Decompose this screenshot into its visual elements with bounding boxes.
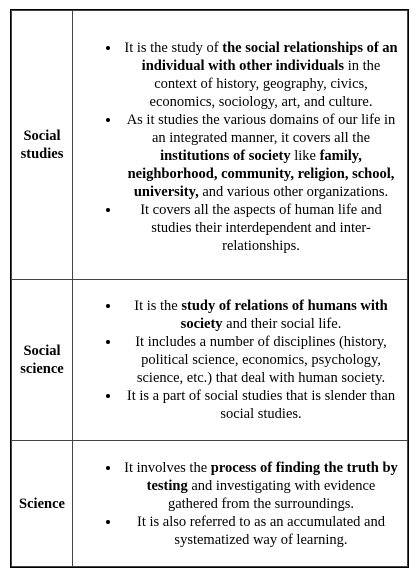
- table-row-social-studies: [12, 11, 408, 280]
- bullet-item: • It is the study of relations of humans with society and their social life.: [121, 297, 401, 333]
- term-cell: [12, 441, 73, 567]
- bullet-item: • It involves the process of finding the truth by testing and investigating with evidence gathered from the surroundings.: [121, 459, 401, 513]
- description-cell: [73, 441, 408, 567]
- term-label: Social science: [20, 343, 64, 377]
- bullet-item: • As it studies the various domains of our life in an integrated manner, it covers all the institutions of society like family, neighborhood, community, religion, school, university, and various other organizations.: [121, 111, 401, 201]
- table-row-science: [12, 441, 408, 567]
- table-row-social-science: [12, 280, 408, 441]
- bullet-item: • It includes a number of disciplines (history, political science, economics, psychology, science, etc.) that deal with human society.: [121, 333, 401, 387]
- bullet-item: • It is also referred to as an accumulated and systematized way of learning.: [121, 513, 401, 549]
- term-label: Social studies: [20, 128, 64, 162]
- bullet-item: • It covers all the aspects of human life and studies their interdependent and inter-relationships.: [121, 201, 401, 255]
- term-label: Science: [19, 495, 65, 512]
- description-cell: [73, 280, 408, 441]
- bullet-list: [73, 36, 407, 255]
- bullet-list: [73, 459, 407, 549]
- bullet-item: • It is a part of social studies that is slender than social studies.: [121, 387, 401, 423]
- bullet-item: • It is the study of the social relationships of an individual with other individuals in the context of history, geography, civics, economics, sociology, art, and culture.: [121, 39, 401, 111]
- description-cell: [73, 11, 408, 280]
- comparison-table: [11, 10, 408, 567]
- bullet-list: [73, 297, 407, 423]
- term-cell: [12, 11, 73, 280]
- comparison-table-frame: [10, 9, 409, 568]
- term-cell: [12, 280, 73, 441]
